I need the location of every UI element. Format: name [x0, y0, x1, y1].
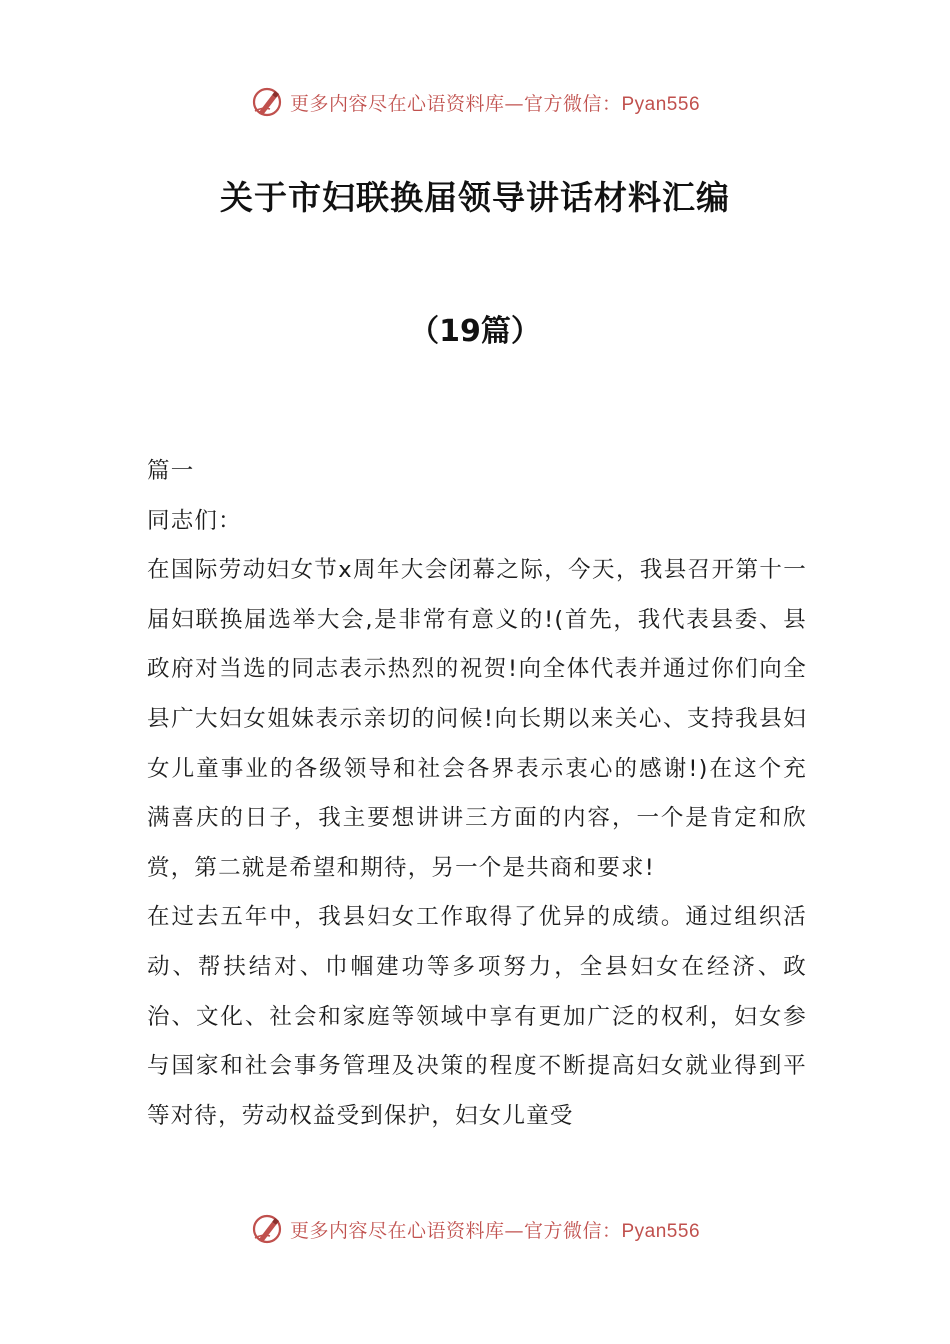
footer-banner-label: 更多内容尽在心语资料库—官方微信：: [289, 1219, 622, 1242]
footer-banner: [0, 1209, 950, 1249]
body-paragraph: 在国际劳动妇女节x周年大会闭幕之际，今天，我县召开第十一届妇联换届选举大会,是非常有意义的!(首先，我代表县委、县政府对当选的同志表示热烈的祝贺!向全体代表并通过你们向全县广大妇女姐妹表示亲切的问候!向长期以来关心、支持我县妇女儿童事业的各级领导和社会各界表示衷心的感谢!)在这个充满喜庆的日子，我主要想讲讲三方面的内容，一个是肯定和欣赏，第二就是希望和期待，另一个是共商和要求!: [147, 557, 807, 881]
salutation: 同志们：: [147, 507, 242, 534]
pen-circle-logo-icon: [250, 1212, 284, 1246]
body-paragraph: 在过去五年中，我县妇女工作取得了优异的成绩。通过组织活动、帮扶结对、巾帼建功等多项努力，全县妇女在经济、政治、文化、社会和家庭等领域中享有更加广泛的权利，妇女参与国家和社会事务管理及决策的程度不断提高妇女就业得到平等对待，劳动权益受到保护，妇女儿童受: [147, 904, 807, 1129]
header-banner-label: 更多内容尽在心语资料库—官方微信：: [289, 92, 622, 115]
footer-wechat-id: Pyan556: [621, 1220, 701, 1242]
document-body: [147, 447, 807, 1141]
header-banner: [0, 82, 950, 122]
document-subtitle: （19篇）: [409, 314, 541, 349]
document-title: 关于市妇联换届领导讲话材料汇编: [220, 178, 730, 217]
pen-circle-logo-icon: [250, 85, 284, 119]
section-label: 篇一: [147, 458, 195, 484]
header-banner-text: [290, 89, 700, 116]
footer-banner-text: [290, 1216, 700, 1243]
header-wechat-id: Pyan556: [621, 93, 701, 115]
